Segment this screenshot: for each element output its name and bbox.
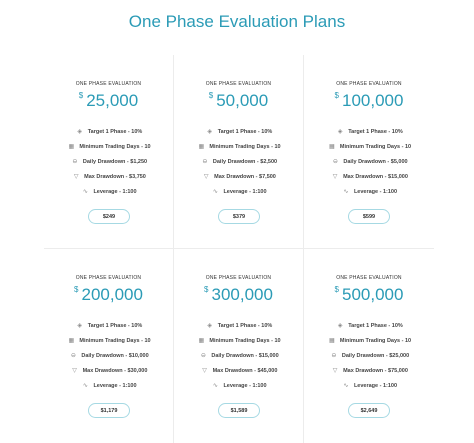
feature-row (44, 334, 173, 349)
plan-amount (304, 285, 434, 305)
feature-row (44, 155, 173, 170)
feature-text: Minimum Trading Days - 10 (209, 144, 281, 150)
leverage-icon: ∿ (212, 189, 218, 195)
calendar-icon: ▦ (68, 338, 75, 344)
feature-row (44, 185, 173, 200)
target-icon: ◈ (77, 129, 82, 135)
feature-row (174, 185, 303, 200)
daily-drawdown-icon: ⊖ (332, 159, 338, 165)
plan-label: ONE PHASE EVALUATION (75, 81, 142, 87)
daily-drawdown-icon: ⊖ (72, 159, 78, 165)
plan-features (304, 125, 434, 200)
plan-label: ONE PHASE EVALUATION (75, 275, 142, 281)
plan-label: ONE PHASE EVALUATION (205, 81, 272, 87)
plan-price-button[interactable]: $599 (348, 209, 390, 224)
feature-text: Minimum Trading Days - 10 (79, 338, 151, 344)
feature-text: Target 1 Phase - 10% (348, 129, 403, 135)
plan-card (304, 249, 434, 443)
plan-card (174, 55, 304, 249)
currency-symbol: $ (208, 91, 214, 100)
plan-amount-value: 25,000 (86, 91, 139, 110)
feature-text: Max Drawdown - $45,000 (212, 368, 278, 374)
feature-row (44, 140, 173, 155)
max-drawdown-icon: ▽ (73, 174, 79, 180)
target-icon: ◈ (207, 129, 212, 135)
feature-row (304, 170, 434, 185)
feature-row (304, 125, 434, 140)
plan-price-button[interactable]: $1,589 (218, 403, 260, 418)
feature-row (44, 125, 173, 140)
feature-text: Leverage - 1:100 (93, 189, 137, 195)
plan-amount (44, 285, 173, 305)
feature-text: Daily Drawdown - $5,000 (343, 159, 408, 165)
feature-text: Leverage - 1:100 (93, 383, 137, 389)
feature-row (44, 170, 173, 185)
max-drawdown-icon: ▽ (202, 368, 207, 374)
feature-row (304, 140, 434, 155)
leverage-icon: ∿ (82, 383, 88, 389)
feature-row (174, 349, 303, 364)
page-title: One Phase Evaluation Plans (128, 12, 346, 31)
max-drawdown-icon: ▽ (72, 368, 77, 374)
plan-features (174, 319, 303, 394)
calendar-icon: ▦ (198, 144, 205, 150)
feature-text: Leverage - 1:100 (223, 189, 267, 195)
feature-text: Target 1 Phase - 10% (348, 323, 403, 329)
currency-symbol: $ (334, 91, 339, 100)
currency-symbol: $ (204, 285, 209, 294)
feature-text: Daily Drawdown - $2,500 (212, 159, 278, 165)
plan-amount-value: 500,000 (342, 285, 404, 304)
feature-text: Daily Drawdown - $15,000 (211, 353, 279, 359)
daily-drawdown-icon: ⊖ (331, 353, 337, 359)
calendar-icon: ▦ (329, 338, 335, 344)
leverage-icon: ∿ (212, 383, 218, 389)
calendar-icon: ▦ (198, 338, 205, 344)
currency-symbol: $ (78, 91, 84, 100)
plan-label: ONE PHASE EVALUATION (336, 81, 402, 87)
plan-features (174, 125, 303, 200)
feature-text: Leverage - 1:100 (353, 189, 398, 195)
plan-price-button[interactable]: $2,649 (348, 403, 390, 418)
plan-features (304, 319, 434, 394)
plan-amount (44, 91, 173, 111)
daily-drawdown-icon: ⊖ (200, 353, 206, 359)
plan-amount-value: 50,000 (216, 91, 269, 110)
plan-price-button[interactable]: $379 (218, 209, 260, 224)
feature-text: Max Drawdown - $15,000 (343, 174, 408, 180)
feature-text: Max Drawdown - $30,000 (82, 368, 148, 374)
plan-card (44, 55, 174, 249)
feature-row (44, 364, 173, 379)
feature-row (44, 349, 173, 364)
feature-text: Target 1 Phase - 10% (87, 129, 143, 135)
feature-text: Minimum Trading Days - 10 (339, 338, 412, 344)
max-drawdown-icon: ▽ (332, 368, 338, 374)
plan-price-button[interactable]: $1,179 (88, 403, 130, 418)
feature-row (304, 379, 434, 394)
feature-text: Daily Drawdown - $10,000 (81, 353, 149, 359)
feature-text: Max Drawdown - $7,500 (214, 174, 276, 180)
feature-row (304, 334, 434, 349)
feature-text: Minimum Trading Days - 10 (209, 338, 281, 344)
leverage-icon: ∿ (343, 189, 349, 195)
max-drawdown-icon: ▽ (332, 174, 338, 180)
plan-amount (304, 91, 434, 111)
target-icon: ◈ (337, 129, 343, 135)
plan-amount-value: 300,000 (211, 285, 273, 304)
feature-text: Leverage - 1:100 (223, 383, 267, 389)
plans-grid (44, 55, 434, 443)
feature-text: Leverage - 1:100 (353, 383, 398, 389)
daily-drawdown-icon: ⊖ (70, 353, 76, 359)
feature-row (174, 364, 303, 379)
feature-text: Target 1 Phase - 10% (217, 129, 273, 135)
feature-row (304, 364, 434, 379)
plan-card (304, 55, 434, 249)
feature-text: Minimum Trading Days - 10 (339, 144, 412, 150)
plan-features (44, 125, 173, 200)
max-drawdown-icon: ▽ (203, 174, 209, 180)
feature-text: Target 1 Phase - 10% (87, 323, 143, 329)
target-icon: ◈ (337, 323, 343, 329)
feature-row (174, 170, 303, 185)
feature-row (44, 319, 173, 334)
target-icon: ◈ (77, 323, 82, 329)
feature-text: Target 1 Phase - 10% (217, 323, 273, 329)
feature-text: Max Drawdown - $3,750 (84, 174, 146, 180)
feature-row (44, 379, 173, 394)
plan-amount-value: 200,000 (81, 285, 143, 304)
plan-price-button[interactable]: $249 (88, 209, 130, 224)
plan-amount (174, 285, 303, 305)
feature-row (304, 155, 434, 170)
feature-row (174, 319, 303, 334)
plan-card (44, 249, 174, 443)
feature-text: Daily Drawdown - $25,000 (341, 353, 410, 359)
feature-text: Daily Drawdown - $1,250 (82, 159, 148, 165)
feature-row (174, 334, 303, 349)
feature-text: Max Drawdown - $75,000 (343, 368, 408, 374)
feature-row (174, 140, 303, 155)
daily-drawdown-icon: ⊖ (202, 159, 208, 165)
plan-amount-value: 100,000 (342, 91, 404, 110)
feature-row (304, 185, 434, 200)
leverage-icon: ∿ (343, 383, 349, 389)
plan-features (44, 319, 173, 394)
calendar-icon: ▦ (68, 144, 75, 150)
plan-amount (174, 91, 303, 111)
plan-label: ONE PHASE EVALUATION (205, 275, 272, 281)
feature-row (304, 319, 434, 334)
feature-row (304, 349, 434, 364)
currency-symbol: $ (74, 285, 79, 294)
currency-symbol: $ (334, 285, 339, 294)
leverage-icon: ∿ (82, 189, 88, 195)
calendar-icon: ▦ (329, 144, 335, 150)
feature-row (174, 379, 303, 394)
feature-row (174, 125, 303, 140)
feature-row (174, 155, 303, 170)
plan-label: ONE PHASE EVALUATION (336, 275, 402, 281)
feature-text: Minimum Trading Days - 10 (79, 144, 151, 150)
plan-card (174, 249, 304, 443)
target-icon: ◈ (207, 323, 212, 329)
